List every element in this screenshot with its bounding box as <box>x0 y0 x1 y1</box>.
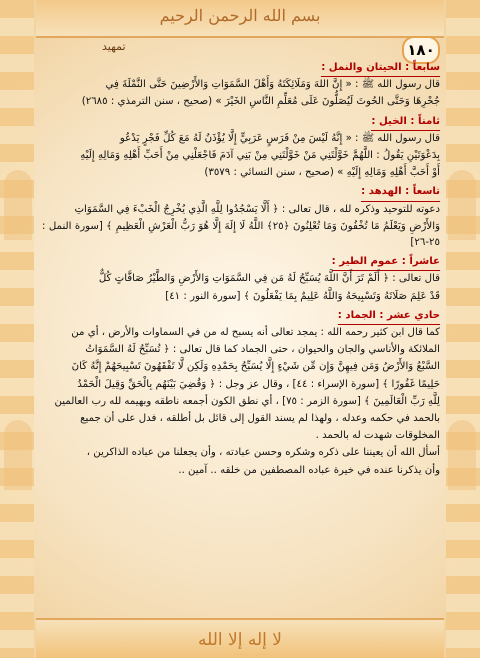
section <box>42 112 440 182</box>
section <box>42 252 440 305</box>
mosque-ornament-icon <box>4 170 32 240</box>
footer-banner <box>36 618 444 658</box>
section-heading: عاشراً : عموم الطير : <box>332 254 440 271</box>
mosque-ornament-icon <box>448 170 476 240</box>
text-line: قال رسول الله ﷺ : « إِنَّ اللهَ وَمَلَائِكَتَهُ وَأَهْلَ السَّمَوَاتِ وَالأَرْضِينَ حَتَّى النَّمْلَةَ فِي <box>105 79 440 91</box>
text-line: بالحمد في حكمه وعدله ، ولهذا لم يسند القول إلى قائل بل أطلقه ، فدل على أن جميع <box>80 413 440 425</box>
section-heading: تاسعاً : الهدهد : <box>361 184 440 201</box>
section <box>42 58 440 111</box>
text-line: أَوْ أَحَبَّ أَهْلِهِ وَمَالِهِ إِلَيْهِ » (صحيح ، سنن النسائي : ٣٥٧٩) <box>204 167 440 179</box>
text-line: كما قال ابن كثير رحمه الله : يمجد تعالى أنه يسبح له من في السماوات والأرض ، أي من <box>71 327 440 339</box>
page-number: ١٨٠ <box>402 36 440 64</box>
text-line: جُحْرِهَا وَحَتَّى الحُوتَ لَيُصَلُّونَ عَلَى مُعَلِّمِ النَّاسِ الخَيْرَ » (صحيح ، سنن الترمذي : ٢٦٨٥) <box>81 96 440 108</box>
text-line: دعوته للتوحيد وذكره لله ، قال تعالى : ﴿ أَلَّا يَسْجُدُوا لِلَّهِ الَّذِي يُخْرِجُ الْخَبْءَ فِي السَّمَوَاتِ <box>74 203 440 215</box>
section <box>42 445 440 478</box>
text-line: لِلَّهِ رَبِّ الْعَالَمِينَ ﴾ [سورة الزمر : ٧٥] ، أي نطق الكون أجمعه ناطقه وبهيمه لله رب العالمين <box>54 395 440 407</box>
shahada: لا إله إلا الله <box>198 630 282 650</box>
section <box>42 306 440 445</box>
text-line: وأن يذكرنا عنده في خيرة عباده المصطفين من خلقه .. آمين .. <box>178 464 440 476</box>
text-line: وَالأَرْضِ وَيَعْلَمُ مَا تُخْفُونَ وَمَا تُعْلِنُونَ ﴿٢٥﴾ اللَّهُ لَا إِلَهَ إِلَّا هُوَ رَبُّ الْعَرْشِ الْعَظِيمِ ﴾ [سورة النمل : ٢٥-٢٦] <box>42 220 440 249</box>
text-line: قال رسول الله ﷺ : « إِنَّهُ لَيْسَ مِنْ فَرَسٍ عَرَبِيٍّ إِلَّا يُؤْذَنُ لَهُ مَعَ كُلِّ فَجْرٍ يَدْعُو <box>119 132 440 144</box>
text-line: قال تعالى : ﴿ أَلَمْ تَرَ أَنَّ اللَّهَ يُسَبِّحُ لَهُ مَن فِي السَّمَوَاتِ وَالأَرْضِ وَالطَّيْرُ صَافَّاتٍ كُلٌّ <box>98 273 440 285</box>
section-heading: حادي عشر : الجماد : <box>338 308 440 325</box>
basmala: بسم الله الرحمن الرحيم <box>159 6 321 25</box>
text-line: المخلوقات شهدت له بالحمد . <box>315 430 440 442</box>
mosque-ornament-icon <box>4 420 32 490</box>
text-line: قَدْ عَلِمَ صَلَاتَهُ وَتَسْبِيحَهُ وَاللَّهُ عَلِيمٌ بِمَا يَفْعَلُونَ ﴾ [سورة النور : ٤١] <box>165 290 440 302</box>
right-ornament-border <box>446 0 480 658</box>
section-heading: ثامناً : الخيل : <box>371 114 440 131</box>
section-heading: سابعاً : الحيتان والنمل : <box>321 60 440 77</box>
text-line: السَّبْعُ وَالأَرْضُ وَمَن فِيهِنَّ وَإِن مِّن شَيْءٍ إِلَّا يُسَبِّحُ بِحَمْدِهِ وَلَكِن لَّا تَفْقَهُونَ تَسْبِيحَهُمْ إِنَّهُ كَانَ <box>71 361 440 373</box>
section <box>42 182 440 251</box>
left-ornament-border <box>0 0 34 658</box>
text-line: أسأل الله أن يعيننا على ذكره وشكره وحسن عبادته ، وأن يجعلنا من عباده الذاكرين ، <box>86 447 440 459</box>
text-line: بِدَعْوَتَيْنِ يَقُولُ : اللَّهُمَّ خَوَّلْتَنِي مَنْ خَوَّلْتَنِي مِنْ بَنِي آدَمَ فَاجْعَلْنِي مِنْ أَحَبِّ أَهْلِهِ وَمَالِهِ إِلَيْهِ <box>80 150 440 162</box>
text-line: الملائكة والأناسي والجان والحيوان ، حتى الجماد كما قال تعالى : ﴿ تُسَبِّحُ لَهُ السَّمَوَاتُ <box>85 344 440 356</box>
chapter-label: تمهيد <box>102 40 126 53</box>
text-line: حَلِيمًا غَفُورًا ﴾ [سورة الإسراء : ٤٤] ، وقال عز وجل : ﴿ وَقُضِيَ بَيْنَهُم بِالْحَقِّ وَقِيلَ الْحَمْدُ <box>77 378 440 390</box>
mosque-ornament-icon <box>448 420 476 490</box>
page-content <box>42 58 440 610</box>
header-banner <box>36 0 444 38</box>
